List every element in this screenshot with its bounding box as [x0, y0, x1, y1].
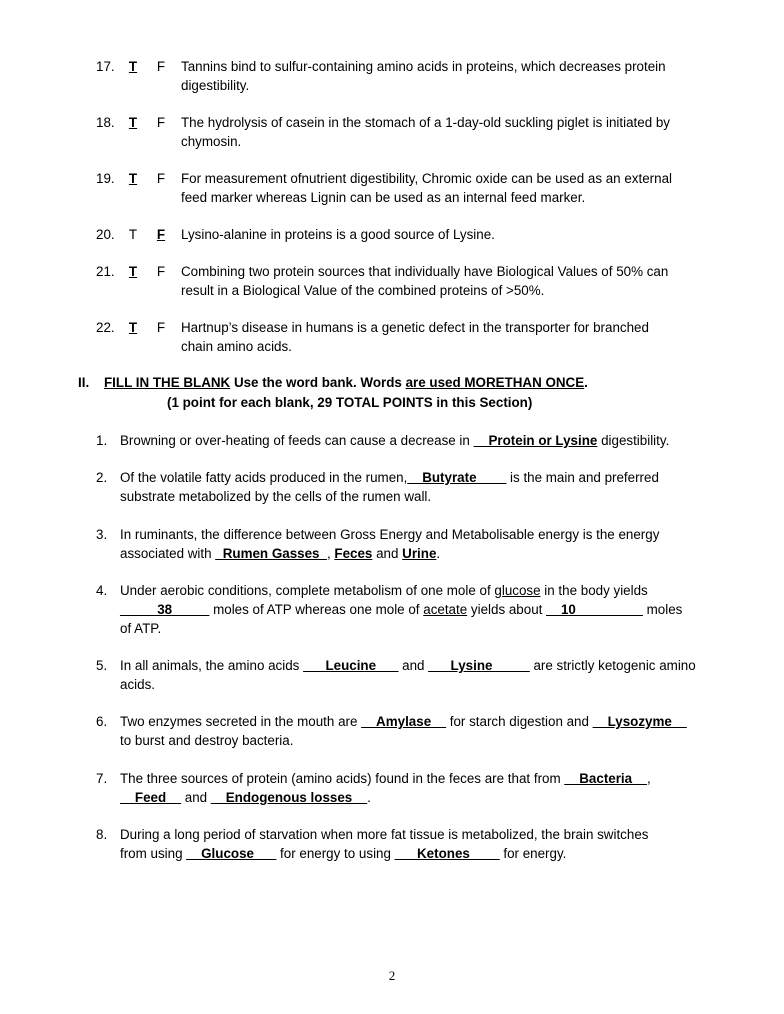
answer-blank: __Protein or Lysine: [473, 433, 598, 448]
answer-blank: __Bacteria__: [564, 771, 647, 786]
false-option: F: [156, 227, 166, 242]
item-number: 20.: [96, 227, 115, 242]
question-line: Two enzymes secreted in the mouth are __Amylase__ for starch digestion and __Lysozyme__: [120, 714, 687, 729]
question-line: from using __Glucose___ for energy to using ___Ketones____ for energy.: [120, 846, 567, 861]
question-line: Under aerobic conditions, complete metabolism of one mole of glucose in the body yields: [120, 583, 648, 598]
instruction-text: .: [584, 375, 588, 390]
fib-item-5: [0, 656, 784, 696]
item-number: 6.: [96, 714, 108, 729]
item-number: 21.: [96, 264, 115, 279]
false-option: F: [156, 171, 166, 186]
question-line: substrate metabolized by the cells of the rumen wall.: [120, 489, 432, 504]
answer-blank: ___Lysine_____: [428, 658, 530, 673]
answer-blank: Urine: [402, 546, 437, 561]
item-number: 1.: [96, 433, 108, 448]
false-option: F: [156, 59, 166, 74]
true-option: T: [128, 171, 138, 186]
question-line: _____38_____ moles of ATP whereas one mole of acetate yields about __10_________ moles: [120, 602, 683, 617]
statement-line: digestibility.: [181, 78, 250, 93]
item-number: 22.: [96, 320, 115, 335]
fib-item-7: [0, 769, 784, 809]
item-number: 3.: [96, 527, 108, 542]
statement-line: Tannins bind to sulfur-containing amino acids in proteins, which decreases protein: [181, 59, 666, 74]
statement-line: Combining two protein sources that individually have Biological Values of 50% can: [181, 264, 669, 279]
answer-blank: __Amylase__: [361, 714, 447, 729]
tf-item-18: [0, 113, 784, 153]
item-number: 4.: [96, 583, 108, 598]
answer-blank: Feces: [334, 546, 373, 561]
fib-item-6: [0, 712, 784, 752]
question-line: In ruminants, the difference between Gross Energy and Metabolisable energy is the energy: [120, 527, 660, 542]
question-line: acids.: [120, 677, 155, 692]
item-number: 5.: [96, 658, 108, 673]
true-option: T: [128, 227, 138, 242]
item-number: 18.: [96, 115, 115, 130]
section-title: FILL IN THE BLANK: [104, 375, 231, 390]
section-numeral: II.: [78, 375, 90, 390]
true-option: T: [128, 59, 138, 74]
answer-blank: _____38_____: [120, 602, 210, 617]
page-number: 2: [388, 968, 396, 983]
fib-item-3: [0, 525, 784, 565]
tf-item-20: [0, 225, 784, 247]
false-option: F: [156, 264, 166, 279]
answer-blank: ___Leucine___: [303, 658, 399, 673]
question-line: associated with _Rumen Gasses_, Feces and Urine.: [120, 546, 441, 561]
true-option: T: [128, 320, 138, 335]
statement-line: Hartnup’s disease in humans is a genetic defect in the transporter for branched: [181, 320, 649, 335]
question-line: __Feed__ and __Endogenous losses__.: [120, 790, 371, 805]
item-number: 7.: [96, 771, 108, 786]
fib-item-1: [0, 431, 784, 451]
true-option: T: [128, 115, 138, 130]
section-instructions: [104, 373, 588, 392]
fib-item-8: [0, 825, 784, 865]
statement-line: result in a Biological Value of the combined proteins of >50%.: [181, 283, 545, 298]
answer-blank: __Endogenous losses__: [210, 790, 368, 805]
answer-blank: __Butyrate____: [407, 470, 507, 485]
instruction-text: Use the word bank. Words: [230, 375, 406, 390]
emphasized-word: acetate: [423, 602, 468, 617]
instruction-emphasis: are used MORETHAN ONCE: [405, 375, 585, 390]
statement-line: chain amino acids.: [181, 339, 292, 354]
statement-line: For measurement ofnutrient digestibility, Chromic oxide can be used as an external: [181, 171, 672, 186]
item-number: 17.: [96, 59, 115, 74]
tf-item-22: [0, 318, 784, 358]
question-line: to burst and destroy bacteria.: [120, 733, 294, 748]
false-option: F: [156, 115, 166, 130]
item-number: 2.: [96, 470, 108, 485]
answer-blank: _Rumen Gasses_: [215, 546, 327, 561]
question-line: During a long period of starvation when more fat tissue is metabolized, the brain switches: [120, 827, 649, 842]
item-number: 8.: [96, 827, 108, 842]
question-line: In all animals, the amino acids ___Leucine___ and ___Lysine_____ are strictly ketogenic amino: [120, 658, 696, 673]
question-line: Browning or over-heating of feeds can cause a decrease in __Protein or Lysine digestibility.: [120, 433, 670, 448]
fib-item-4: [0, 581, 784, 641]
tf-item-19: [0, 169, 784, 209]
item-number: 19.: [96, 171, 115, 186]
answer-blank: ___Ketones____: [394, 846, 500, 861]
points-note: (1 point for each blank, 29 TOTAL POINTS in this Section): [167, 395, 533, 410]
question-line: of ATP.: [120, 621, 162, 636]
answer-blank: __Glucose___: [186, 846, 277, 861]
answer-blank: __Feed__: [120, 790, 182, 805]
false-option: F: [156, 320, 166, 335]
question-line: The three sources of protein (amino acids) found in the feces are that from __Bacteria__,: [120, 771, 651, 786]
fib-item-2: [0, 468, 784, 508]
true-option: T: [128, 264, 138, 279]
question-line: Of the volatile fatty acids produced in the rumen,__Butyrate____ is the main and preferred: [120, 470, 659, 485]
tf-item-17: [0, 57, 784, 97]
tf-item-21: [0, 262, 784, 302]
statement-line: Lysino-alanine in proteins is a good source of Lysine.: [181, 227, 495, 242]
statement-line: feed marker whereas Lignin can be used as an internal feed marker.: [181, 190, 586, 205]
answer-blank: __10_________: [546, 602, 643, 617]
answer-blank: __Lysozyme__: [592, 714, 687, 729]
emphasized-word: glucose: [494, 583, 541, 598]
statement-line: chymosin.: [181, 134, 242, 149]
statement-line: The hydrolysis of casein in the stomach of a 1-day-old suckling piglet is initiated by: [181, 115, 671, 130]
